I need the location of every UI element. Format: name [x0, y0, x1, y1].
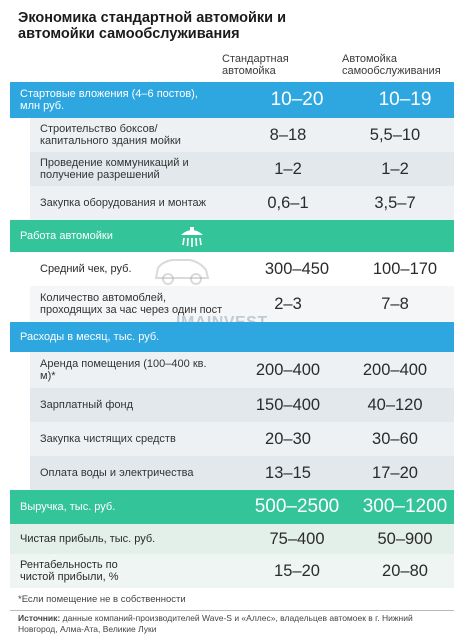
table-row [30, 456, 454, 490]
value-standard: 75–400 [269, 529, 325, 548]
value-self-service: 100–170 [372, 259, 438, 278]
value-standard: 8–18 [269, 125, 307, 144]
row-label: Закупка оборудования и монтаж [40, 197, 206, 209]
table-row [10, 252, 454, 286]
value-self-service: 17–20 [372, 463, 418, 482]
value-standard: 1–2 [274, 159, 302, 178]
value-standard: 500–2500 [254, 496, 340, 517]
section-label: Стартовые вложения (4–6 постов), млн руб. [20, 88, 198, 112]
table-row [30, 352, 454, 388]
value-standard: 13–15 [265, 463, 311, 482]
section-label: Работа автомойки [20, 230, 113, 242]
value-standard: 20–30 [265, 429, 311, 448]
value-self-service: 20–80 [382, 561, 428, 580]
table-row [30, 388, 454, 422]
value-self-service: 200–400 [362, 360, 428, 379]
column-header-self-service: Автомойка самообслуживания [342, 53, 441, 77]
row-label: Выручка, тыс. руб. [20, 501, 116, 513]
value-self-service: 10–19 [378, 89, 432, 110]
source-note [18, 613, 448, 635]
table-row [30, 186, 454, 220]
footnote: *Если помещение не в собственности [18, 594, 186, 605]
section-expenses [10, 322, 454, 352]
source-text: данные компаний-производителей Wave-S и «Аллес», владельцев автомоек в г. Нижний Новгород, Алма-Ата, Великие Луки [18, 613, 413, 634]
row-label: Зарплатный фонд [40, 399, 134, 411]
section-label: Расходы в месяц, тыс. руб. [20, 331, 160, 343]
value-standard: 200–400 [255, 360, 321, 379]
value-self-service: 1–2 [381, 159, 409, 178]
column-header-standard: Стандартная автомойка [222, 53, 289, 77]
value-standard: 2–3 [274, 294, 302, 313]
value-standard: 300–450 [264, 259, 330, 278]
value-standard: 0,6–1 [267, 193, 309, 212]
table-title: Экономика стандартной автомойки и автомойки самообслуживания [18, 10, 287, 42]
value-self-service: 50–900 [377, 529, 433, 548]
value-self-service: 3,5–7 [374, 193, 416, 212]
table-row [30, 118, 454, 152]
value-standard: 15–20 [274, 561, 320, 580]
value-standard: 10–20 [270, 89, 324, 110]
row-label: Рентабельность по чистой прибыли, % [20, 559, 119, 583]
source-label: Источник: [18, 613, 61, 623]
row-label: Закупка чистящих средств [40, 433, 176, 445]
row-label: Аренда помещения (100–400 кв. м)* [40, 358, 207, 382]
value-self-service: 40–120 [367, 395, 423, 414]
section-work [10, 220, 454, 252]
value-self-service: 30–60 [372, 429, 418, 448]
shower-icon [175, 223, 209, 249]
row-net-profit [10, 524, 454, 554]
table-row [30, 152, 454, 186]
row-label: Оплата воды и электричества [40, 467, 194, 479]
row-revenue [10, 490, 454, 524]
divider [10, 610, 454, 611]
section-start-investments [10, 82, 454, 118]
row-label: Чистая прибыль, тыс. руб. [20, 533, 156, 545]
value-self-service: 300–1200 [362, 496, 448, 517]
value-self-service: 5,5–10 [369, 125, 421, 144]
value-self-service: 7–8 [381, 294, 409, 313]
table-row [30, 422, 454, 456]
row-label: Строительство боксов/ капитального здания мойки [40, 123, 181, 147]
row-label: Средний чек, руб. [40, 263, 132, 275]
row-profitability [10, 554, 454, 588]
value-standard: 150–400 [255, 395, 321, 414]
row-label: Количество автомоблей, проходящих за час через один пост [40, 292, 223, 316]
row-label: Проведение коммуникаций и получение разрешений [40, 157, 189, 181]
